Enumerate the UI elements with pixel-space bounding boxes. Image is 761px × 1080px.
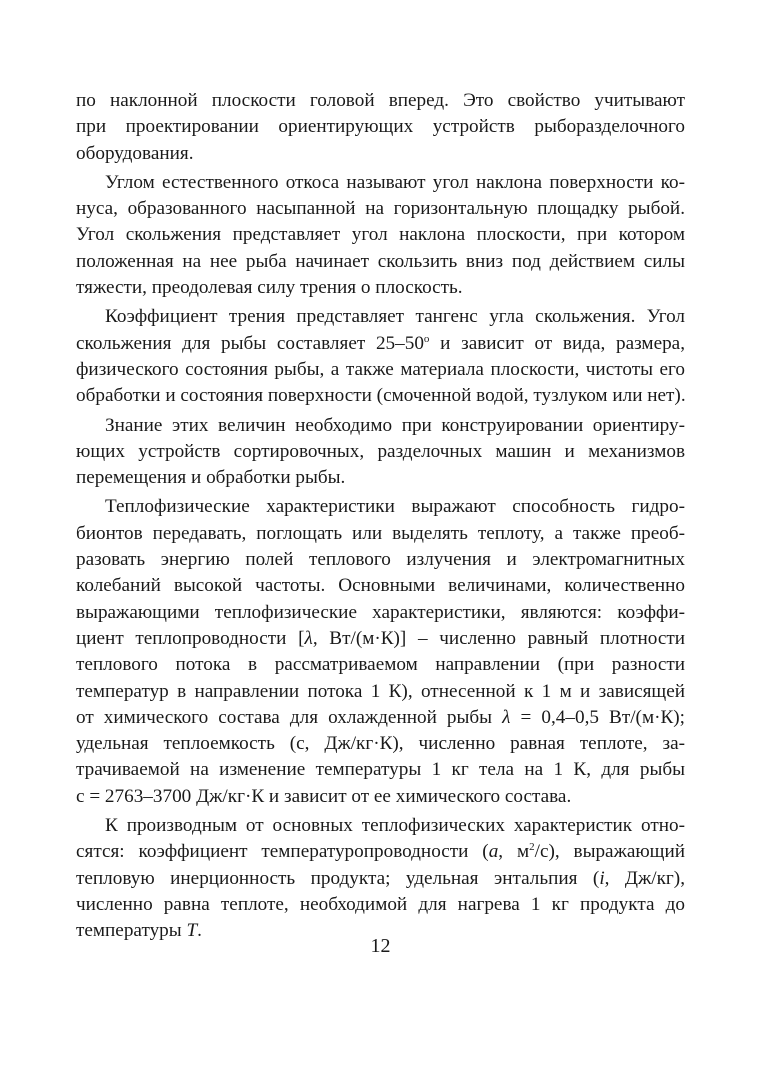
text-line: бионтов передавать, поглощать или выделять теплоту, а также преоб- bbox=[76, 522, 685, 544]
diffusivity-symbol: a bbox=[488, 841, 499, 863]
text-line bbox=[76, 839, 685, 865]
text-fragment: . bbox=[197, 920, 202, 942]
text-fragment: циент теплопроводности [ bbox=[76, 627, 305, 649]
paragraph-2 bbox=[76, 170, 685, 301]
enthalpy-symbol: i bbox=[599, 867, 605, 889]
text-line bbox=[76, 626, 685, 652]
degree-mark: о bbox=[423, 332, 430, 345]
paragraph-1 bbox=[76, 88, 685, 167]
text-line: разовать энергию полей теплового излучения и электромагнитных bbox=[76, 549, 685, 571]
text-fragment: /с), выражающий bbox=[534, 841, 685, 863]
text-line: перемещения и обработки рыбы. bbox=[76, 467, 346, 489]
text-line: нуса, образованного насыпанной на горизонтальную площадку рыбой. bbox=[76, 198, 685, 220]
superscript: 2 bbox=[529, 841, 535, 854]
text-fragment: , Дж/кг), bbox=[604, 867, 685, 889]
text-line: при проектировании ориентирующих устройств рыборазделочного bbox=[76, 116, 685, 138]
text-line: обработки и состояния поверхности (смоченной водой, тузлуком или нет). bbox=[76, 385, 686, 407]
text-line bbox=[76, 331, 685, 357]
text-line: физического состояния рыбы, а также материала плоскости, чистоты его bbox=[76, 358, 685, 380]
paragraph-3 bbox=[76, 304, 685, 409]
text-fragment: = 0,4–0,5 Вт/(м·К); bbox=[510, 706, 685, 728]
text-fragment: , Вт/(м·К)] – численно равный плотности bbox=[312, 627, 685, 649]
page-number: 12 bbox=[370, 935, 391, 957]
text-line: температур в направлении потока 1 К), отнесенной к 1 м и зависящей bbox=[76, 680, 685, 702]
text-line: выражающими теплофизические характеристики, являются: коэффи- bbox=[76, 601, 685, 623]
text-line: тяжести, преодолевая силу трения о плоскость. bbox=[76, 277, 463, 299]
paragraph-4 bbox=[76, 413, 685, 492]
text-line: Угол скольжения представляет угол наклона плоскости, при котором bbox=[76, 224, 685, 246]
lambda-symbol: λ bbox=[304, 627, 313, 649]
text-fragment: и зависит от вида, размера, bbox=[440, 332, 685, 354]
text-line bbox=[76, 705, 685, 731]
text-line: Коэффициент трения представляет тангенс угла скольжения. Угол bbox=[105, 306, 685, 328]
text-line: теплового потока в рассматриваемом направлении (при разности bbox=[76, 654, 685, 676]
text-line: с = 2763–3700 Дж/кг·К и зависит от ее химического состава. bbox=[76, 785, 572, 807]
text-line: Теплофизические характеристики выражают способность гидро- bbox=[105, 496, 685, 518]
text-line bbox=[76, 866, 685, 892]
paragraph-5 bbox=[76, 494, 685, 810]
text-line: оборудования. bbox=[76, 142, 194, 164]
text-line: трачиваемой на изменение температуры 1 кг тела на 1 К, для рыбы bbox=[76, 759, 685, 781]
text-fragment: , м bbox=[498, 841, 530, 863]
temperature-symbol: T bbox=[186, 920, 198, 942]
text-fragment: от химического состава для охлажденной рыбы bbox=[76, 706, 503, 728]
text-line: колебаний высокой частоты. Основными величинами, количественно bbox=[76, 575, 685, 597]
text-fragment: температуры bbox=[76, 920, 187, 942]
text-line: численно равна теплоте, необходимой для нагрева 1 кг продукта до bbox=[76, 893, 685, 915]
text-line: удельная теплоемкость (с, Дж/кг·К), численно равная теплоте, за- bbox=[76, 733, 685, 755]
text-line: К производным от основных теплофизических характеристик отно- bbox=[105, 815, 685, 837]
text-line: Знание этих величин необходимо при конструировании ориентиру- bbox=[105, 414, 685, 436]
page-body bbox=[76, 88, 685, 948]
text-line: положенная на нее рыба начинает скользить вниз под действием силы bbox=[76, 250, 685, 272]
lambda-symbol: λ bbox=[502, 706, 511, 728]
text-fragment: скольжения для рыбы составляет 25–50 bbox=[76, 332, 424, 354]
text-fragment: тепловую инерционность продукта; удельная энтальпия ( bbox=[76, 867, 600, 889]
text-line: ющих устройств сортировочных, разделочных машин и механизмов bbox=[76, 440, 685, 462]
text-line: Углом естественного откоса называют угол наклона поверхности ко- bbox=[105, 171, 685, 193]
text-fragment: сятся: коэффициент температуропроводности ( bbox=[76, 841, 489, 863]
paragraph-6 bbox=[76, 813, 685, 944]
text-line: по наклонной плоскости головой вперед. Это свойство учитывают bbox=[76, 90, 685, 111]
